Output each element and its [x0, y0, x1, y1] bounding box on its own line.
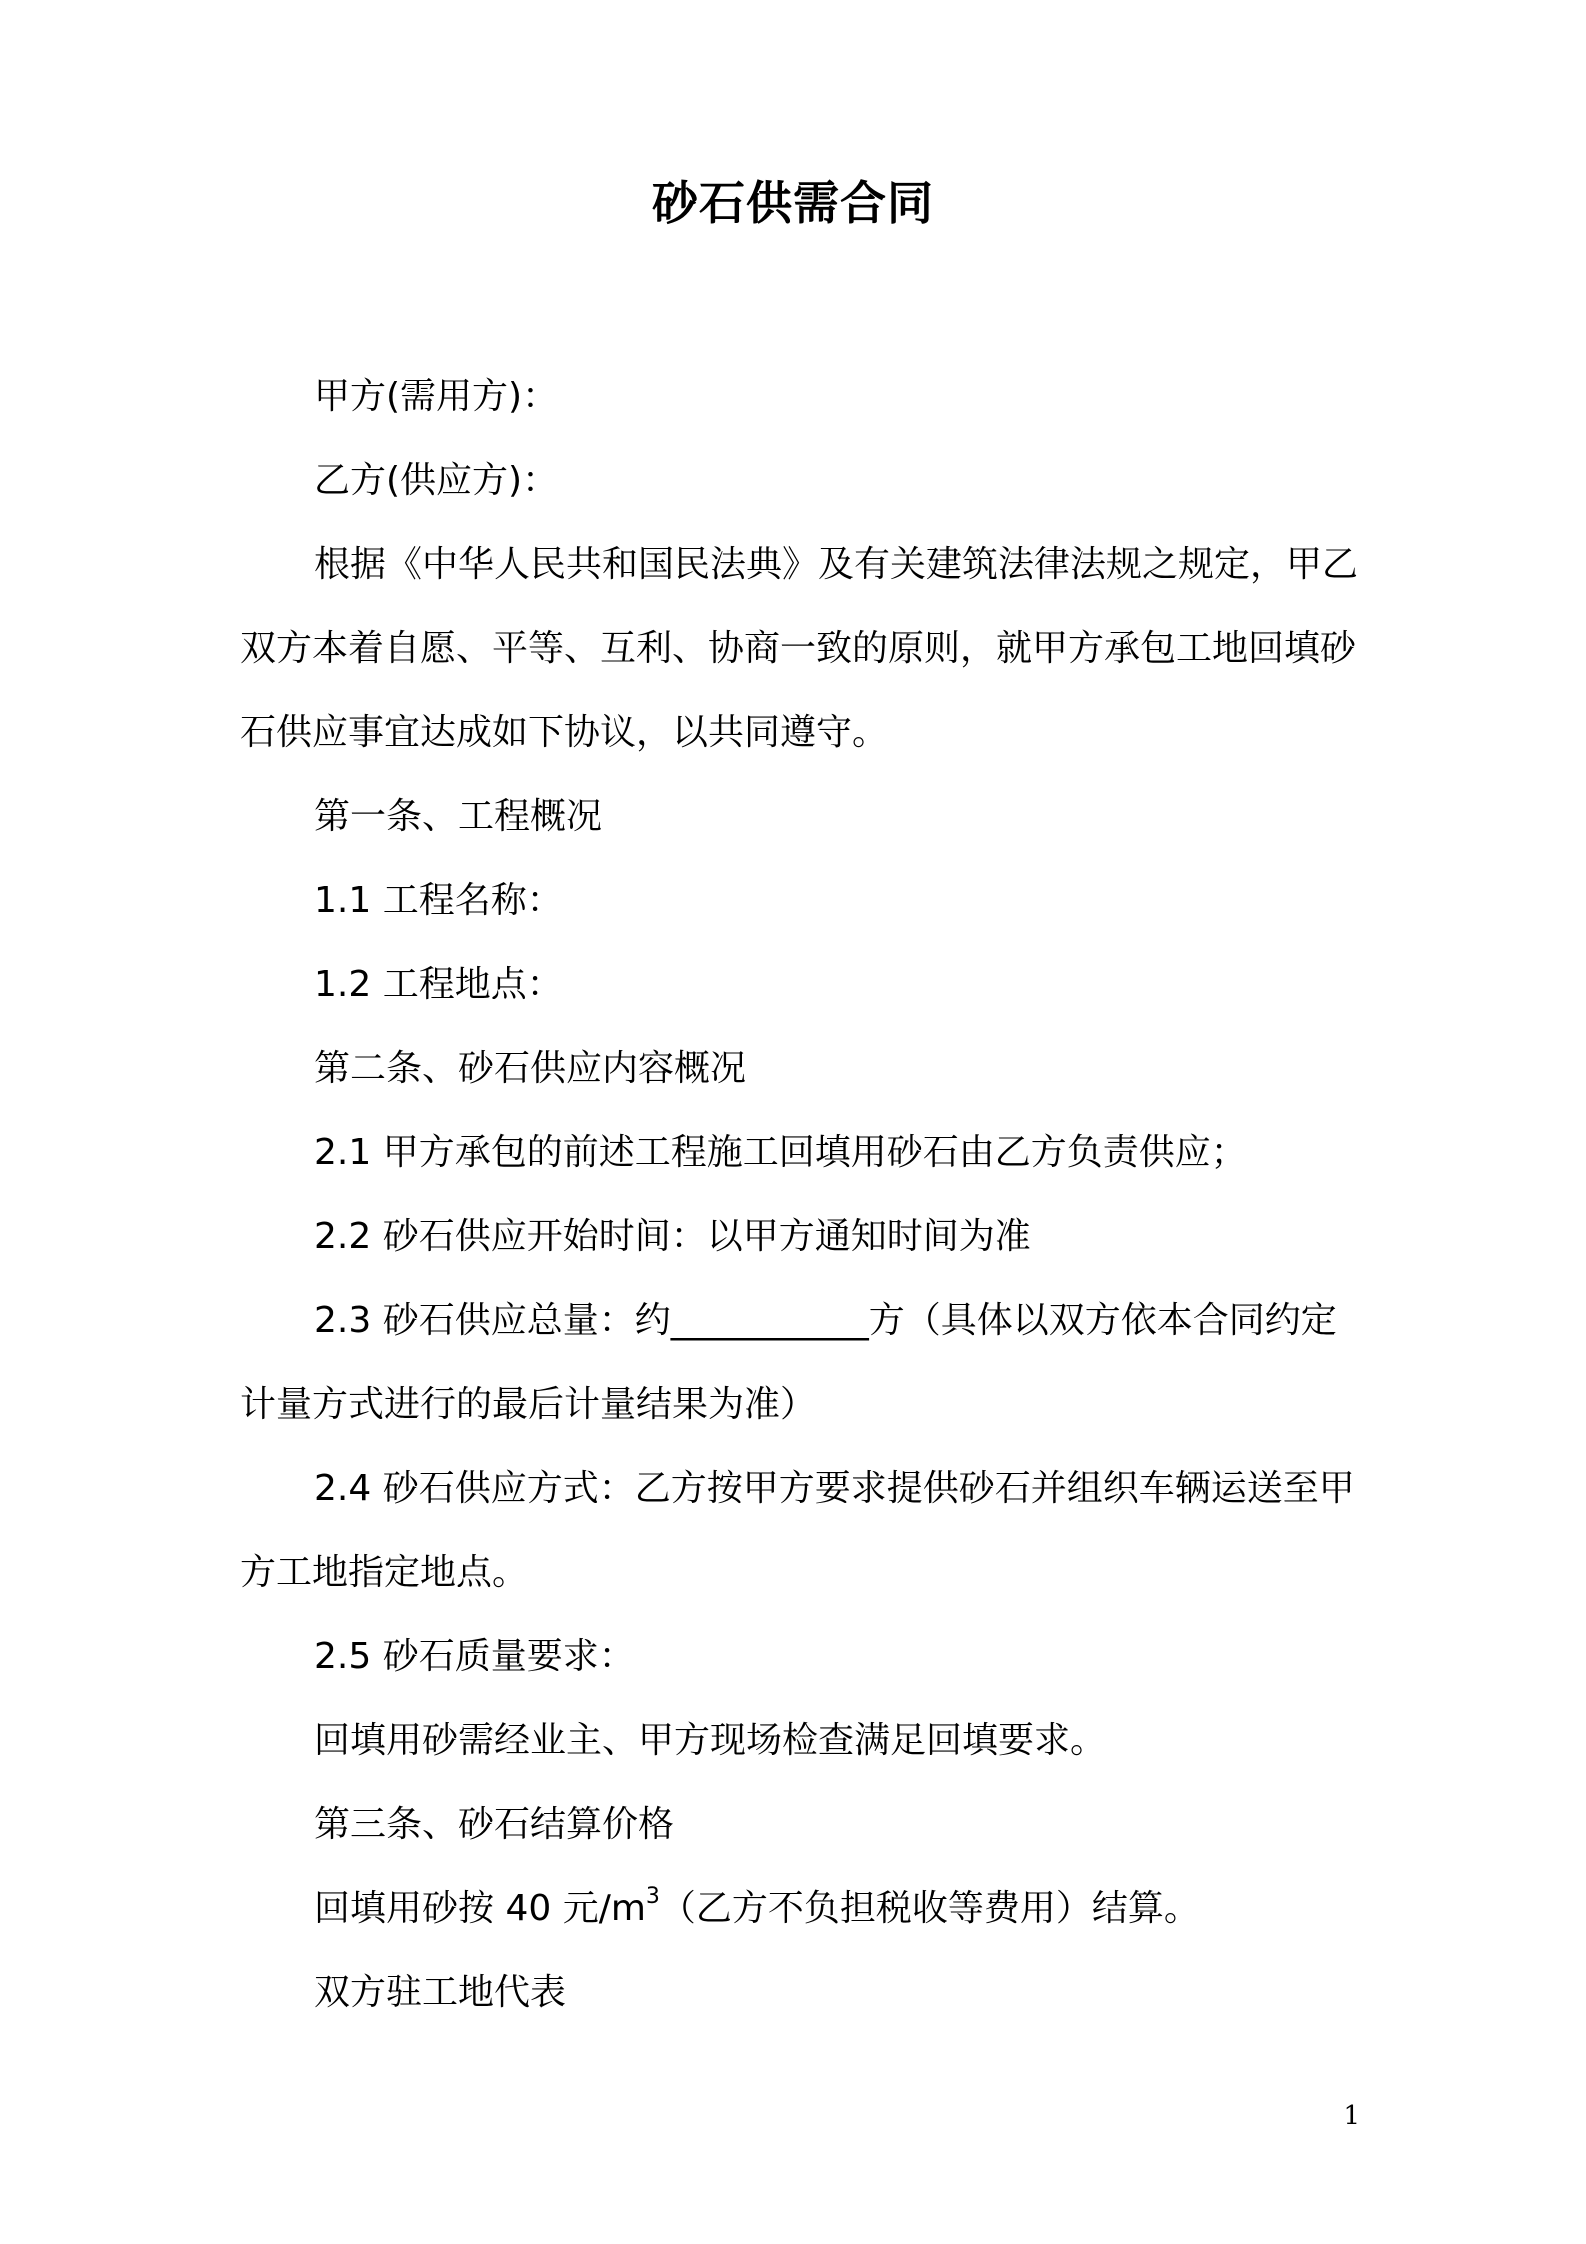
price-line — [240, 1867, 1360, 1951]
item-2-5-detail: 回填用砂需经业主、甲方现场检查满足回填要求。 — [314, 1720, 1107, 1761]
item-2-3-total-quantity — [240, 1279, 1360, 1447]
article-1-heading: 第一条、工程概况 — [314, 796, 603, 837]
item-2-1-supply-scope: 2.1 甲方承包的前述工程施工回填用砂石由乙方负责供应； — [314, 1132, 1247, 1173]
cubic-superscript: 3 — [645, 1884, 660, 1909]
quantity-blank: ___________ — [670, 1300, 869, 1341]
item-1-1-project-name: 1.1 工程名称： — [314, 880, 563, 921]
item-2-2-start-time: 2.2 砂石供应开始时间：以甲方通知时间为准 — [314, 1216, 1031, 1257]
document-title: 砂石供需合同 — [652, 176, 934, 230]
preamble-paragraph: 根据《中华人民共和国民法典》及有关建筑法律法规之规定，甲乙双方本着自愿、平等、互利、协商一致的原则，就甲方承包工地回填砂石供应事宜达成如下协议，以共同遵守。 — [240, 544, 1359, 753]
item-2-3-note: 方（具体以双方依本合同约定计量方式进行的最后计量结果为准） — [240, 1300, 1337, 1425]
party-a-line: 甲方(需用方)： — [314, 376, 559, 417]
article-3-heading: 第三条、砂石结算价格 — [314, 1804, 675, 1845]
article-2-heading: 第二条、砂石供应内容概况 — [314, 1048, 747, 1089]
price-label: 回填用砂按 40 元/m — [314, 1888, 646, 1929]
item-2-3-label: 2.3 砂石供应总量：约 — [314, 1300, 671, 1341]
item-2-5-quality-requirement: 2.5 砂石质量要求： — [314, 1636, 635, 1677]
price-note: （乙方不负担税收等费用）结算。 — [659, 1888, 1200, 1929]
item-2-4-supply-method: 2.4 砂石供应方式：乙方按甲方要求提供砂石并组织车辆运送至甲方工地指定地点。 — [240, 1468, 1355, 1593]
page-number: 1 — [1343, 2101, 1360, 2131]
party-b-line: 乙方(供应方)： — [314, 460, 559, 501]
document-body — [240, 355, 1360, 2035]
site-representatives-line: 双方驻工地代表 — [314, 1972, 567, 2013]
item-1-2-project-location: 1.2 工程地点： — [314, 964, 563, 1005]
